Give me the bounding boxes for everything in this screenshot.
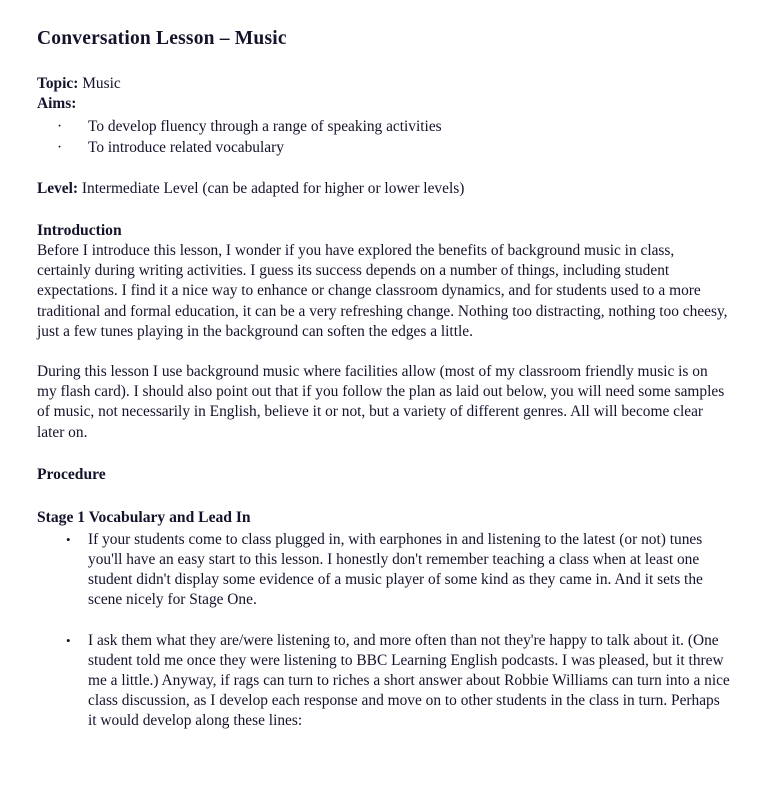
level-value: Intermediate Level (can be adapted for higher or lower levels) bbox=[81, 180, 465, 197]
introduction-paragraph-2: During this lesson I use background music where facilities allow (most of my classroom friendly music is on my flash card). I should also point out that if you follow the plan as laid out below, you will need some samples of music, not necessarily in English, believe it or not, but a variety of different genres. All will become clear later on. bbox=[37, 363, 725, 441]
round-bullet-icon: • bbox=[66, 531, 71, 547]
aims-line bbox=[37, 94, 730, 114]
dash-bullet-icon: · bbox=[57, 139, 63, 156]
list-item bbox=[37, 530, 730, 611]
section-heading-stage-1: Stage 1 Vocabulary and Lead In bbox=[37, 508, 251, 526]
aim-text: To introduce related vocabulary bbox=[88, 139, 284, 156]
aims-label: Aims: bbox=[37, 95, 77, 112]
aim-text: To develop fluency through a range of speaking activities bbox=[88, 118, 442, 135]
introduction-paragraph-1: Before I introduce this lesson, I wonder if you have explored the benefits of background music in class, certainly during writing activities. I guess its success depends on a number of things, including student expectations. I find it a nice way to enhance or change classroom dynamics, and for students used to a more traditional and formal education, it can be a very refreshing change. Nothing too distracting, nothing too cheesy, just a few tunes playing in the background can soften the edges a little. bbox=[37, 242, 728, 340]
section-heading-procedure: Procedure bbox=[37, 465, 106, 483]
stage-bullet-text: If your students come to class plugged in, with earphones in and listening to the latest (or not) tunes you'll have an easy start to this lesson. I honestly don't remember teaching a class when at least one student didn't display some evidence of a music player of some kind as they came in. And it sets the scene nicely for Stage One. bbox=[88, 530, 703, 609]
stage-bullet-text: I ask them what they are/were listening to, and more often than not they're happy to talk about it. (One student told me once they were listening to BBC Learning English podcasts. I was pleased, but it threw me a little.) Anyway, if rags can turn to riches a short answer about Robbie Williams can turn into a nice class discussion, as I develop each response and move on to other students in the class in turn. Perhaps it would develop along these lines: bbox=[88, 631, 730, 730]
aims-list bbox=[37, 116, 730, 158]
section-heading-introduction: Introduction bbox=[37, 222, 122, 239]
list-item bbox=[37, 137, 730, 158]
list-item bbox=[37, 631, 730, 732]
level-label: Level: bbox=[37, 180, 79, 197]
level-line bbox=[37, 179, 730, 199]
page-title: Conversation Lesson – Music bbox=[37, 28, 287, 49]
dash-bullet-icon: · bbox=[57, 118, 63, 135]
topic-value: Music bbox=[82, 75, 121, 92]
lesson-meta-block bbox=[37, 74, 730, 199]
list-item bbox=[37, 116, 730, 137]
round-bullet-icon: • bbox=[66, 632, 71, 648]
topic-label: Topic: bbox=[37, 75, 79, 92]
stage-1-bullet-list bbox=[37, 530, 730, 732]
topic-line bbox=[37, 74, 730, 94]
